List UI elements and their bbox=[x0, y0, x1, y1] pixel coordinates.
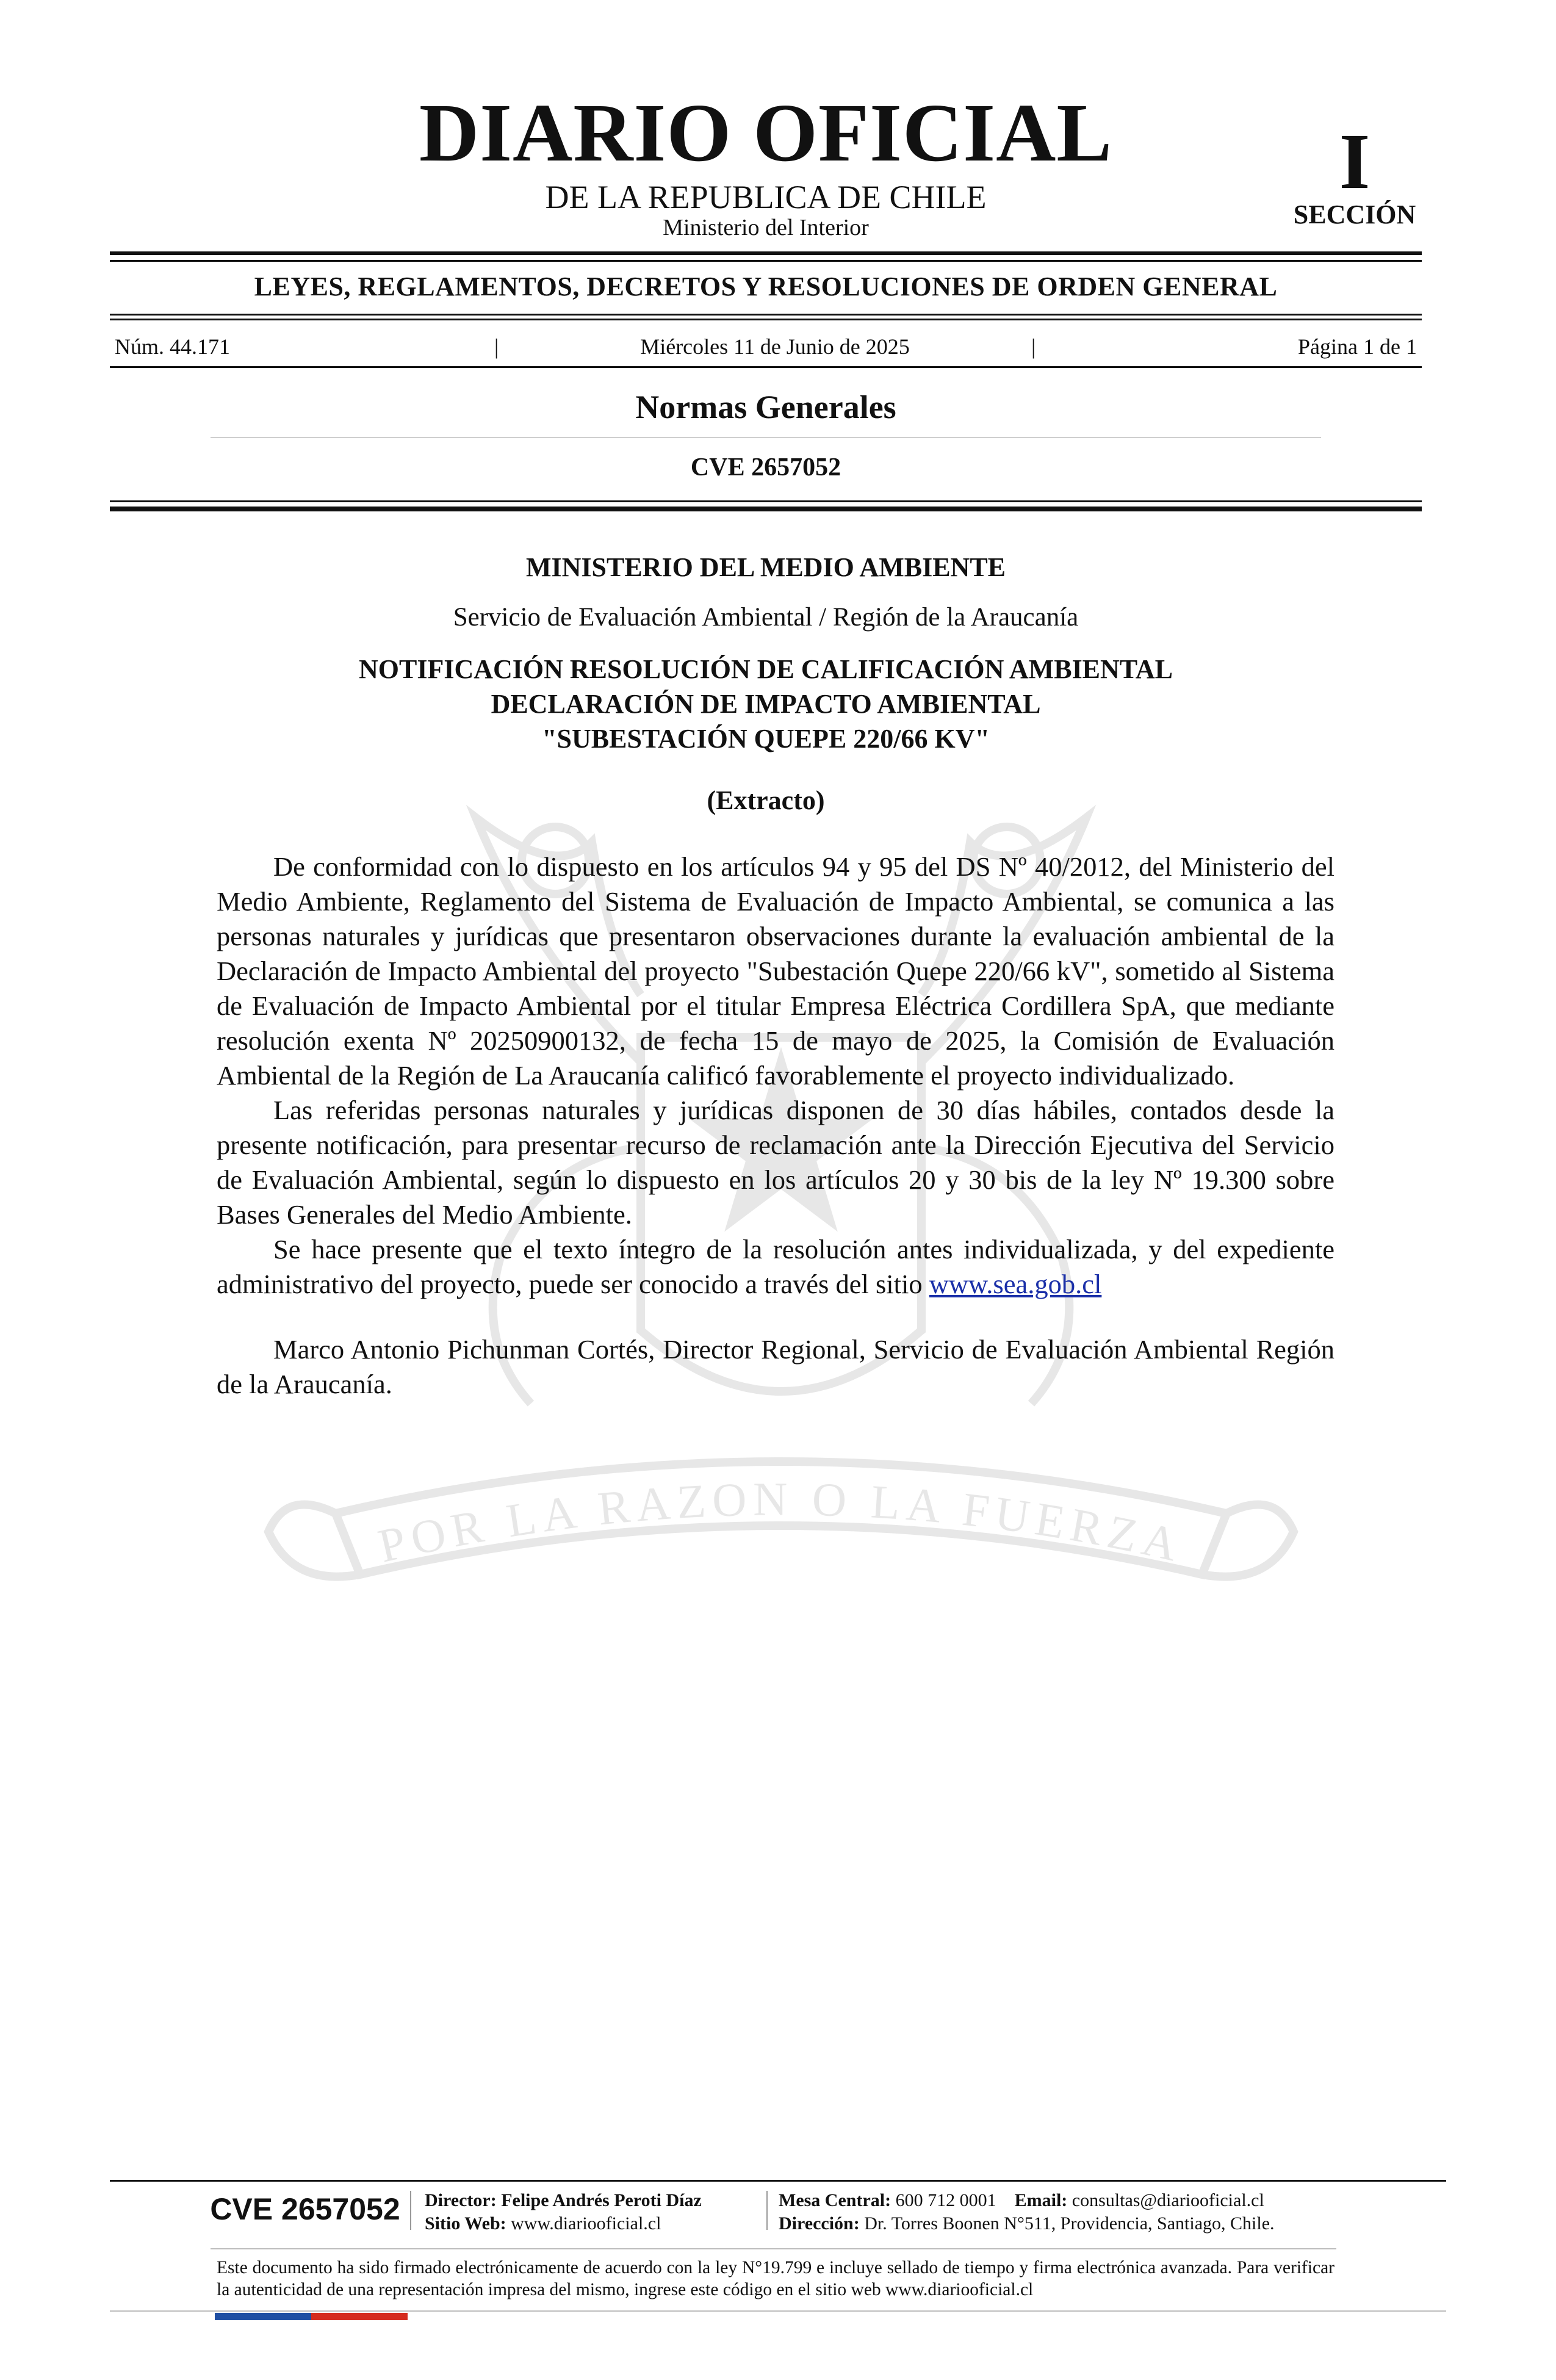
footer-email: consultas@diariooficial.cl bbox=[1072, 2190, 1264, 2210]
body-paragraph: Las referidas personas naturales y jurídicas disponen de 30 días hábiles, contados desde la presente notificación, para presentar recurso de reclamación ante la Dirección Ejecutiva del Servicio de Evaluación Ambiental, según lo dispuesto en los artículos 20 y 30 bis de la ley Nº 19.300 sobre Bases Generales del Medio Ambiente. bbox=[217, 1095, 1334, 1230]
director-label: Director: bbox=[425, 2190, 497, 2210]
page-indicator: Página 1 de 1 bbox=[1298, 334, 1417, 359]
watermark-motto: POR LA RAZON O LA FUERZA bbox=[373, 1472, 1189, 1573]
body-paragraph bbox=[217, 1232, 1334, 1302]
footer-phone: 600 712 0001 bbox=[895, 2190, 996, 2210]
section-number: I bbox=[1339, 118, 1371, 206]
header-rule-thin bbox=[110, 500, 1422, 502]
info-rule bbox=[110, 366, 1422, 368]
notification-title-line: NOTIFICACIÓN RESOLUCIÓN DE CALIFICACIÓN AMBIENTAL bbox=[358, 654, 1173, 684]
document-body bbox=[217, 849, 1334, 1402]
body-paragraph-text: Se hace presente que el texto íntegro de la resolución antes individualizada, y del expediente administrativo del proyecto, puede ser conocido a través del sitio bbox=[217, 1234, 1334, 1299]
extract-label: (Extracto) bbox=[707, 785, 825, 815]
section-label: SECCIÓN bbox=[1293, 200, 1416, 229]
section-divider bbox=[211, 437, 1321, 438]
director-name: Felipe Andrés Peroti Díaz bbox=[501, 2190, 702, 2210]
cve-code: CVE 2657052 bbox=[690, 453, 841, 481]
flag-stripe-blue bbox=[215, 2313, 311, 2320]
masthead-rule-thick bbox=[110, 251, 1422, 255]
body-paragraph: De conformidad con lo dispuesto en los artículos 94 y 95 del DS Nº 40/2012, del Ministerio del Medio Ambiente, Reglamento del Sistema de Evaluación de Impacto Ambiental, se comunica a las personas naturales y jurídicas que presentaron observaciones durante la evaluación ambiental de la Declaración de Impacto Ambiental del proyecto "Subestación Quepe 220/66 kV", sometido al Sistema de Evaluación de Impacto Ambiental por el titular Empresa Eléctrica Cordillera SpA, que mediante resolución exenta Nº 20250900132, de fecha 15 de mayo de 2025, la Comisión de Evaluación Ambiental de la Región de La Araucanía calificó favorablemente el proyecto individualizado. bbox=[217, 851, 1334, 1091]
newspaper-title: DIARIO OFICIAL bbox=[419, 87, 1113, 179]
footer-legal-notice: Este documento ha sido firmado electrónicamente de acuerdo con la ley N°19.799 e incluye sellado de tiempo y firma electrónica avanzada. Para verificar la autenticidad de una representación impresa del mismo, ingrese este código en el sitio web www.diariooficial.cl bbox=[217, 2258, 1334, 2299]
email-label: Email: bbox=[1014, 2190, 1068, 2210]
website-label: Sitio Web: bbox=[425, 2213, 506, 2234]
footer-cve-code: CVE 2657052 bbox=[210, 2192, 400, 2226]
sea-website-link[interactable]: www.sea.gob.cl bbox=[929, 1269, 1102, 1299]
notification-title-line: DECLARACIÓN DE IMPACTO AMBIENTAL bbox=[491, 689, 1041, 719]
signature: Marco Antonio Pichunman Cortés, Director Regional, Servicio de Evaluación Ambiental Región de la Araucanía. bbox=[217, 1334, 1334, 1399]
footer-website: www.diariooficial.cl bbox=[511, 2213, 661, 2234]
flag-stripe-red bbox=[311, 2313, 408, 2320]
footer-address: Dr. Torres Boonen N°511, Providencia, Santiago, Chile. bbox=[864, 2213, 1275, 2234]
newspaper-ministry: Ministerio del Interior bbox=[663, 215, 869, 240]
section-title: Normas Generales bbox=[635, 389, 896, 425]
issue-info-row bbox=[110, 334, 1422, 359]
masthead-rule-thin bbox=[110, 260, 1422, 262]
phone-label: Mesa Central: bbox=[779, 2190, 891, 2210]
notification-title-line: "SUBESTACIÓN QUEPE 220/66 KV" bbox=[542, 724, 990, 754]
band-rule-bottom bbox=[110, 314, 1422, 316]
footer-col-divider bbox=[410, 2191, 411, 2230]
band-rule-bottom-2 bbox=[110, 319, 1422, 320]
footer-rule-mid bbox=[211, 2248, 1336, 2249]
header-rule-thick bbox=[110, 507, 1422, 511]
ministry-heading: MINISTERIO DEL MEDIO AMBIENTE bbox=[525, 552, 1006, 582]
footer-contact-block bbox=[779, 2189, 1389, 2235]
info-separator: | bbox=[1031, 334, 1036, 359]
issue-number: Núm. 44.171 bbox=[115, 334, 230, 359]
info-separator: | bbox=[494, 334, 499, 359]
notification-title bbox=[0, 652, 1532, 756]
svg-text:POR LA RAZON O LA FUERZA bbox=[373, 1472, 1189, 1572]
band-title: LEYES, REGLAMENTOS, DECRETOS Y RESOLUCIONES DE ORDEN GENERAL bbox=[254, 272, 1278, 301]
footer-rule-top bbox=[110, 2180, 1446, 2182]
newspaper-subtitle: DE LA REPUBLICA DE CHILE bbox=[545, 179, 987, 215]
footer-director-block bbox=[425, 2189, 766, 2235]
service-heading: Servicio de Evaluación Ambiental / Región de la Araucanía bbox=[453, 603, 1079, 632]
address-label: Dirección: bbox=[779, 2213, 860, 2234]
footer-col-divider bbox=[766, 2191, 768, 2230]
issue-date: Miércoles 11 de Junio de 2025 bbox=[640, 334, 910, 359]
footer-rule-bottom bbox=[110, 2310, 1446, 2312]
